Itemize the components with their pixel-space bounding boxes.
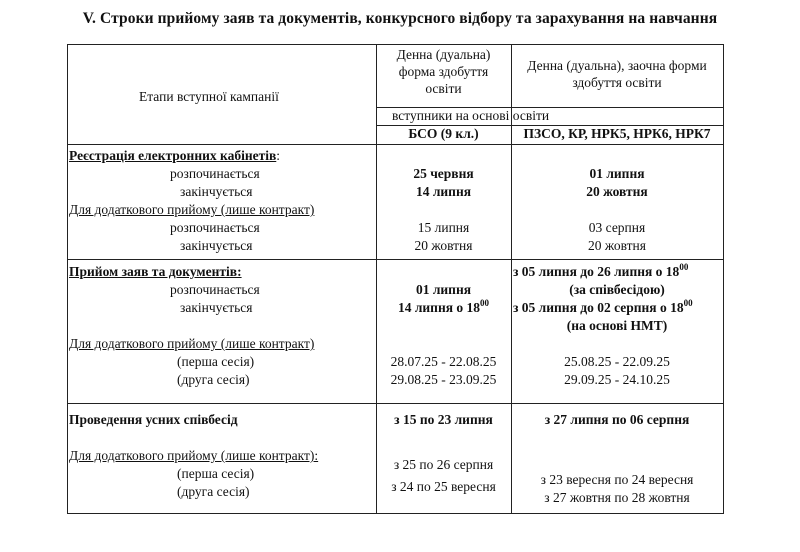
registration-col2-add-end: 20 жовтня [588, 238, 646, 253]
stages-header: Етапи вступної кампанії [139, 89, 279, 104]
applications-col2-session2: 29.09.25 - 24.10.25 [564, 372, 670, 387]
registration-col1-add-end: 20 жовтня [414, 238, 473, 253]
applications-col1-end: 14 липня о $18^{00}$ [397, 298, 490, 315]
column-divider-1 [376, 44, 377, 514]
applications-start-label: розпочинається [170, 282, 260, 297]
col1-basis-label: БСО (9 кл.) [408, 126, 479, 141]
registration-additional-label: Для додаткового прийому (лише контракт) [69, 202, 315, 217]
applications-col1-start: 01 липня [415, 282, 472, 297]
applications-col1-session2: 29.08.25 - 23.09.25 [390, 372, 497, 387]
interviews-col2-session1: з 23 вересня по 24 вересня [540, 472, 694, 487]
registration-col2-add-start: 03 серпня [588, 220, 646, 235]
col2-header-line1: Денна (дуальна), заочна форми [527, 58, 707, 73]
registration-col1-end: 14 липня [415, 184, 472, 199]
table-border-right [723, 44, 724, 514]
row-divider-2 [67, 403, 724, 404]
applications-col1-session1: 28.07.25 - 22.08.25 [390, 354, 497, 369]
interviews-additional-label: Для додаткового прийому (лише контракт): [69, 448, 319, 463]
table-border-left [67, 44, 68, 514]
interviews-col1-session2: з 24 по 25 вересня [391, 479, 496, 494]
applications-title: Прийом заяв та документів: [69, 264, 242, 279]
header-bottom-line [67, 144, 724, 145]
interviews-col2-period: з 27 липня по 06 серпня [544, 412, 690, 427]
registration-start-label: розпочинається [170, 166, 260, 181]
interviews-col1-period: з 15 по 23 липня [394, 412, 493, 427]
applications-end-label: закінчується [180, 300, 253, 315]
interviews-col1-session1: з 25 по 26 серпня [393, 457, 494, 472]
registration-col2-start: 01 липня [589, 166, 645, 181]
applications-session2-label: (друга сесія) [177, 372, 250, 387]
registration-add-end-label: закінчується [180, 238, 253, 253]
col1-header-line1: Денна (дуальна) [396, 47, 491, 62]
registration-add-start-label: розпочинається [170, 220, 260, 235]
table-border-top [67, 44, 724, 45]
admission-schedule-table [67, 44, 724, 514]
row-divider-1 [67, 259, 724, 260]
applications-col2-nmt-note: (на основі НМТ) [566, 318, 668, 333]
entrants-basis-header: вступники на основі освіти [392, 108, 550, 123]
registration-end-label: закінчується [180, 184, 253, 199]
applications-col2-interview-note: (за співбесідою) [569, 282, 665, 297]
applications-col2-nmt-period: з 05 липня до 02 серпня о $18^{00}$ [513, 298, 693, 315]
col2-basis-label: ПЗСО, КР, НРК5, НРК6, НРК7 [523, 126, 711, 141]
table-border-bottom [67, 513, 724, 514]
applications-session1-label: (перша сесія) [177, 354, 255, 369]
applications-col2-session1: 25.08.25 - 22.09.25 [564, 354, 670, 369]
interviews-col2-session2: з 27 жовтня по 28 жовтня [544, 490, 690, 505]
interviews-session2-label: (друга сесія) [177, 484, 250, 499]
registration-col1-start: 25 червня [413, 166, 474, 181]
registration-title: Реєстрація електронних кабінетів: [69, 148, 281, 163]
applications-additional-label: Для додаткового прийому (лише контракт) [69, 336, 315, 351]
applications-col2-interview-period: з 05 липня до 26 липня о $18^{00}$ [513, 262, 689, 279]
section-title: V. Строки прийому заяв та документів, конкурсного відбору та зарахування на навчання [82, 10, 718, 27]
interviews-title: Проведення усних співбесід [69, 412, 238, 427]
registration-col2-end: 20 жовтня [586, 184, 648, 199]
col1-header-line2: форма здобуття [398, 64, 489, 79]
col1-header-line3: освіти [425, 81, 462, 96]
col2-header-line2: здобуття освіти [572, 75, 662, 90]
registration-col1-add-start: 15 липня [417, 220, 470, 235]
interviews-session1-label: (перша сесія) [177, 466, 255, 481]
